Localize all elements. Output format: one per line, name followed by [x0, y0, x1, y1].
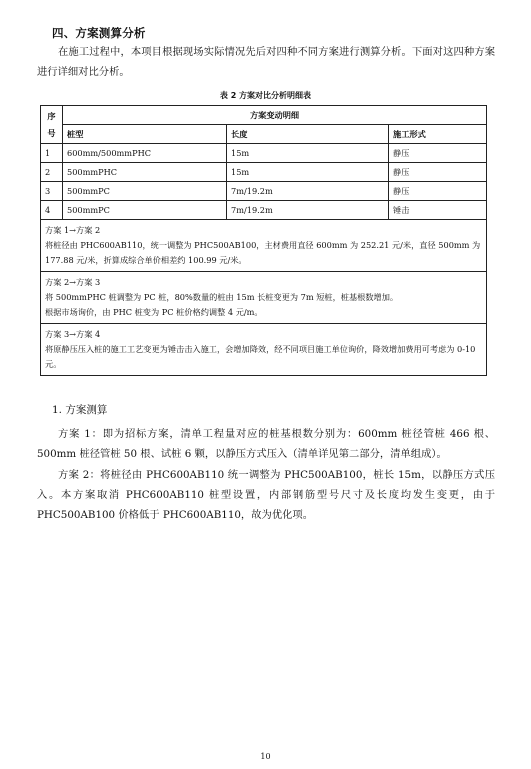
cell-method: 锤击	[389, 201, 487, 220]
table-header-row	[41, 106, 487, 125]
table-row	[41, 182, 487, 201]
note-scheme2-to-3	[41, 272, 487, 324]
cell-length: 15m	[227, 163, 389, 182]
scheme1-paragraph: 方案 1：即为招标方案，清单工程量对应的桩基根数分别为：600mm 桩径管桩 466 根、500mm 桩径管桩 50 根、试桩 6 颗，以静压方式压入（清单详见第二部分，清单组成）。	[37, 428, 495, 460]
note-text: 将原静压压入桩的施工工艺变更为锤击击入施工，会增加降效，经不同项目施工单位询价，降效增加费用可考虑为 0-10 元。	[45, 344, 476, 369]
cell-method: 静压	[389, 144, 487, 163]
note-scheme3-to-4	[41, 324, 487, 376]
note-text: 根据市场询价，由 PHC 桩变为 PC 桩价格约调整 4 元/m。	[45, 307, 263, 317]
intro-paragraph: 在施工过程中，本项目根据现场实际情况先后对四种不同方案进行测算分析。下面对这四种方案进行详细对比分析。	[37, 46, 495, 78]
header-pile-type: 桩型	[63, 125, 227, 144]
note-row	[41, 220, 487, 272]
header-serial-line2: 号	[47, 127, 56, 138]
header-length: 长度	[227, 125, 389, 144]
note-row	[41, 272, 487, 324]
cell-no: 1	[41, 144, 63, 163]
cell-no: 2	[41, 163, 63, 182]
note-title: 方案 2→方案 3	[45, 277, 101, 287]
header-scheme-changes: 方案变动明细	[63, 106, 487, 125]
cell-pile-type: 500mmPC	[63, 201, 227, 220]
note-row	[41, 324, 487, 376]
table-subheader-row	[41, 125, 487, 144]
cell-pile-type: 600mm/500mmPHC	[63, 144, 227, 163]
cell-method: 静压	[389, 182, 487, 201]
section-title: 四、方案测算分析	[52, 26, 146, 40]
cell-no: 3	[41, 182, 63, 201]
cell-method: 静压	[389, 163, 487, 182]
cell-length: 7m/19.2m	[227, 201, 389, 220]
cell-length: 15m	[227, 144, 389, 163]
table-row	[41, 144, 487, 163]
note-title: 方案 3→方案 4	[45, 329, 101, 339]
page-number: 10	[260, 752, 271, 761]
cell-pile-type: 500mmPC	[63, 182, 227, 201]
note-text: 将桩径由 PHC600AB110，统一调整为 PHC500AB100，主材费用直径 600mm 为 252.21 元/米，直径 500mm 为 177.88 元/米，折算成综合单价相差约 100.99 元/米。	[45, 240, 481, 265]
header-serial-number	[41, 106, 63, 144]
table-caption: 表 2 方案对比分析明细表	[219, 91, 312, 100]
note-scheme1-to-2	[41, 220, 487, 272]
header-construction-method: 施工形式	[389, 125, 487, 144]
table-row	[41, 201, 487, 220]
scheme2-paragraph: 方案 2：将桩径由 PHC600AB110 统一调整为 PHC500AB100，桩长 15m，以静压方式压入。本方案取消 PHC600AB110 桩型设置，内部钢筋型号尺寸及长度均发生变更，由于 PHC500AB100 价格低于 PHC600AB110，故为优化项。	[37, 469, 495, 521]
cell-pile-type: 500mmPHC	[63, 163, 227, 182]
cell-no: 4	[41, 201, 63, 220]
comparison-table	[40, 105, 486, 376]
table-row	[41, 163, 487, 182]
note-title: 方案 1→方案 2	[45, 225, 101, 235]
cell-length: 7m/19.2m	[227, 182, 389, 201]
header-serial-line1: 序	[47, 110, 56, 121]
subsection-heading: 1. 方案测算	[52, 404, 108, 416]
note-text: 将 500mmPHC 桩调整为 PC 桩，80%数量的桩由 15m 长桩变更为 7m 短桩，桩基根数增加。	[45, 292, 399, 302]
